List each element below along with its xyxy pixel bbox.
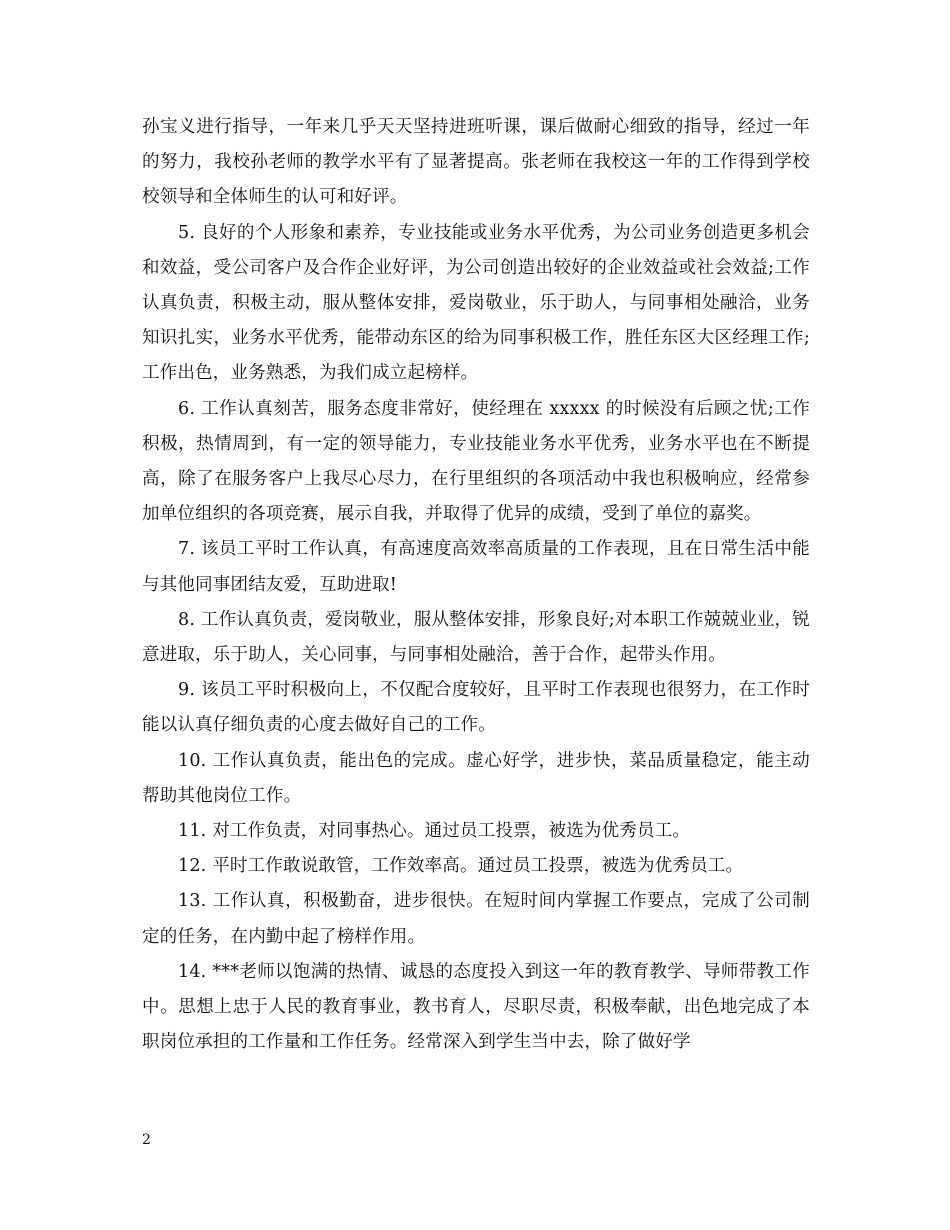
paragraph-item-8: 8. 工作认真负责，爱岗敬业，服从整体安排，形象良好;对本职工作兢兢业业，锐意进取，乐于助人，关心同事，与同事相处融洽，善于合作，起带头作用。: [142, 609, 810, 666]
paragraph-item-10: 10. 工作认真负责，能出色的完成。虚心好学，进步快，菜品质量稳定，能主动帮助其他岗位工作。: [142, 750, 810, 806]
paragraph-item-12: 12. 平时工作敢说敢管，工作效率高。通过员工投票，被选为优秀员工。: [178, 856, 744, 877]
paragraph-item-9: 9. 该员工平时积极向上，不仅配合度较好，且平时工作表现也很努力，在工作时能以认真仔细负责的心度去做好自己的工作。: [142, 680, 810, 736]
page-number: 2: [142, 1132, 151, 1148]
paragraph-item-7: 7. 该员工平时工作认真，有高速度高效率高质量的工作表现，且在日常生活中能与其他同事团结友爱，互助进取!: [142, 539, 810, 595]
paragraph-continuation: 孙宝义进行指导，一年来几乎天天坚持进班听课，课后做耐心细致的指导，经过一年的努力，我校孙老师的教学水平有了显著提高。张老师在我校这一年的工作得到学校校领导和全体师生的认可和好评。: [142, 117, 810, 208]
paragraph-item-13: 13. 工作认真，积极勤奋，进步很快。在短时间内掌握工作要点，完成了公司制定的任务，在内勤中起了榜样作用。: [142, 891, 810, 947]
paragraph-item-14: 14. ***老师以饱满的热情、诚恳的态度投入到这一年的教育教学、导师带教工作中。思想上忠于人民的教育事业，教书育人，尽职尽责，积极奉献，出色地完成了本职岗位承担的工作量和工作任务。经常深入到学生当中去，除了做好学: [142, 961, 810, 1053]
document-body: [142, 110, 810, 1060]
paragraph-item-5: 5. 良好的个人形象和素养，专业技能或业务水平优秀，为公司业务创造更多机会和效益，受公司客户及合作企业好评，为公司创造出较好的企业效益或社会效益;工作认真负责，积极主动，服从整体安排，爱岗敬业，乐于助人，与同事相处融洽，业务知识扎实，业务水平优秀，能带动东区的给为同事积极工作，胜任东区大区经理工作;工作出色，业务熟悉，为我们成立起榜样。: [142, 222, 810, 384]
paragraph-item-6: 6. 工作认真刻苦，服务态度非常好，使经理在 xxxxx 的时候没有后顾之忧;工作积极，热情周到，有一定的领导能力，专业技能业务水平优秀，业务水平也在不断提高，除了在服务客户上我尽心尽力，在行里组织的各项活动中我也积极响应，经常参加单位组织的各项竞赛，展示自我，并取得了优异的成绩，受到了单位的嘉奖。: [142, 398, 810, 525]
paragraph-item-11: 11. 对工作负责，对同事热心。通过员工投票，被选为优秀员工。: [178, 821, 691, 842]
